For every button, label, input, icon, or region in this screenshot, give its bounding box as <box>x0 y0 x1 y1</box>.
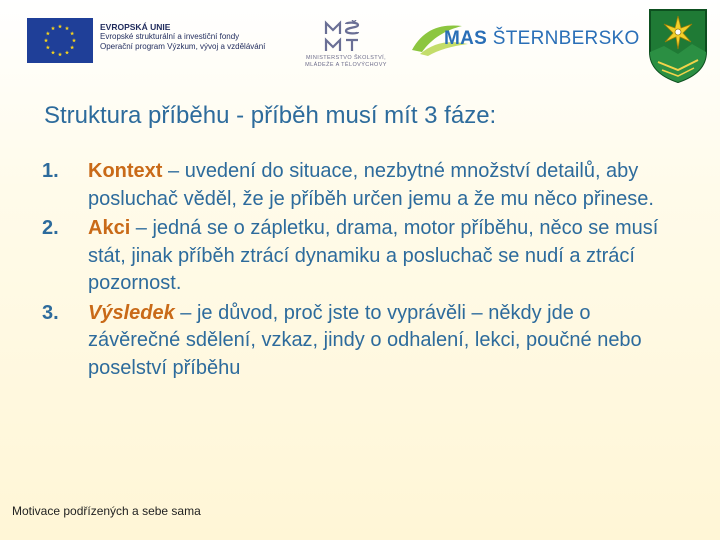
list-item <box>42 158 682 213</box>
eu-logo-text <box>100 22 290 52</box>
mas-word: ŠTERNBERSKO <box>492 28 640 49</box>
phase-list <box>42 158 682 384</box>
eu-flag-icon <box>27 18 93 63</box>
phase-term: Kontext <box>88 160 163 182</box>
list-item-body <box>88 215 682 298</box>
eu-title: EVROPSKÁ UNIE <box>100 22 171 32</box>
phase-term: Akci <box>88 217 131 239</box>
mas-logo-text <box>444 28 640 50</box>
eu-line: Evropské strukturální a investiční fondy <box>100 32 240 41</box>
list-number: 3. <box>42 301 59 324</box>
phase-description: – jedná se o zápletku, drama, motor příběhu, něco se musí stát, jinak příběh ztrácí dynamiku a posluchač se nudí a ztrácí pozornost. <box>88 217 659 294</box>
phase-description: – je důvod, proč jste to vyprávěli – někdy jde o závěrečné sdělení, vzkaz, jindy o odhalení, lekci, poučné nebo poselství příběhu <box>88 301 642 379</box>
msmt-line: MINISTERSTVO ŠKOLSTVÍ, <box>305 55 386 61</box>
msmt-line: MLÁDEŽE A TĚLOVÝCHOVY <box>305 62 387 68</box>
list-item <box>42 300 682 383</box>
list-item-body <box>88 158 682 213</box>
list-item-body <box>88 300 682 383</box>
list-item <box>42 215 682 298</box>
msmt-logo-text <box>300 55 392 69</box>
page-title: Struktura příběhu - příběh musí mít 3 fáze: <box>44 102 497 129</box>
eu-line: Operační program Výzkum, vývoj a vzdělávání <box>100 42 266 51</box>
phase-description: – uvedení do situace, nezbytné množství detailů, aby posluchač věděl, že je příběh určen jemu a že mu něco přinese. <box>88 160 654 210</box>
msmt-logo-icon <box>322 20 372 54</box>
list-number: 2. <box>42 217 59 239</box>
phase-term: Výsledek <box>88 301 175 324</box>
list-number: 1. <box>42 160 59 182</box>
logo-bar <box>0 0 720 90</box>
mas-word: MAS <box>444 28 488 49</box>
coat-of-arms-icon <box>648 8 708 84</box>
footer-text: Motivace podřízených a sebe sama <box>12 504 201 518</box>
